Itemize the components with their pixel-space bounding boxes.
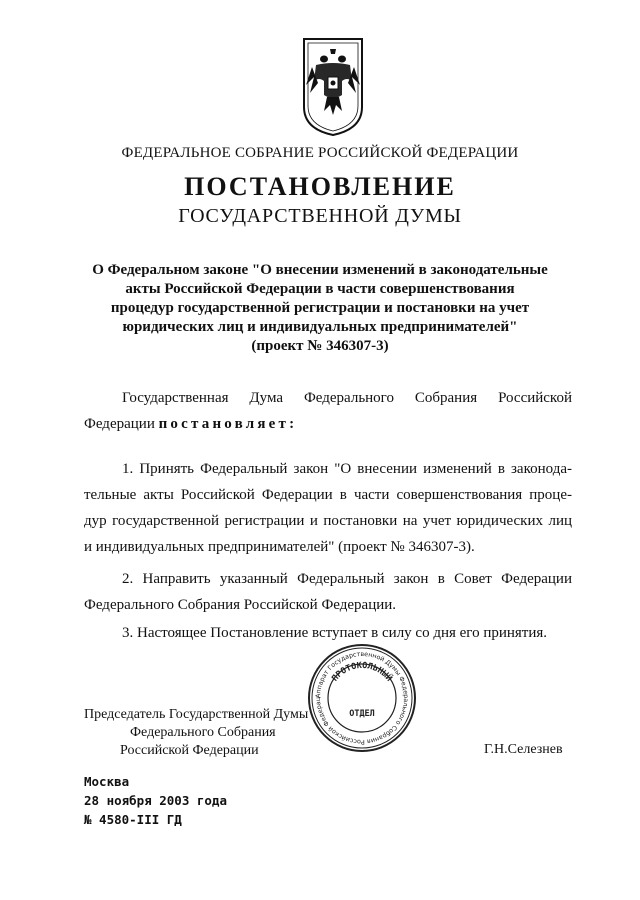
preamble-line: Государственная Дума Федерального Собрания Российской [122, 390, 572, 406]
svg-text:Аппарат Государственной Думы Ф [306, 642, 409, 745]
document-number: № 4580-III ГД [84, 812, 182, 827]
paragraph-line: и индивидуальных предпринимателей" (проект № 346307-3). [84, 539, 475, 555]
parliament-name: ФЕДЕРАЛЬНОЕ СОБРАНИЕ РОССИЙСКОЙ ФЕДЕРАЦИИ [121, 145, 519, 161]
paragraph-line: дур государственной регистрации и постановки на учет юридических лиц [84, 513, 572, 529]
russian-coat-of-arms-icon [302, 37, 364, 137]
paragraph-line: 1. Принять Федеральный закон "О внесении изменений в законода- [122, 461, 572, 477]
signatory-name: Г.Н.Селезнев [484, 742, 563, 757]
point-1-paragraph [84, 456, 572, 560]
signatory-title-line: Российской Федерации [120, 743, 259, 758]
place-date-number [84, 772, 227, 829]
stamp-center-bottom: ОТДЕЛ [349, 709, 375, 719]
paragraph-line: тельные акты Российской Федерации в части совершенствования проце- [84, 487, 572, 503]
decrees-word: постановляет: [158, 416, 298, 432]
subject-line: процедур государственной регистрации и постановки на учет [110, 300, 530, 316]
resolution-subject [0, 261, 640, 356]
preamble-paragraph [84, 385, 572, 437]
preamble-prefix: Федерации [84, 416, 159, 432]
stamp-ring-text: Аппарат Государственной Думы Федерального Собрания Российской Федерац [314, 650, 410, 746]
signatory-title [84, 706, 308, 760]
signatory-title-line: Председатель Государственной Думы [84, 707, 309, 722]
round-seal-stamp-icon [306, 642, 418, 754]
preamble-line [84, 411, 572, 437]
document-subtitle: ГОСУДАРСТВЕННОЙ ДУМЫ [178, 205, 462, 227]
point-2-paragraph [84, 566, 572, 618]
place: Москва [84, 774, 130, 789]
subject-line: юридических лиц и индивидуальных предпринимателей" [122, 319, 518, 335]
subject-line: акты Российской Федерации в части совершенствования [125, 281, 515, 297]
signatory-title-line: Федерального Собрания [130, 725, 276, 740]
paragraph-line: 3. Настоящее Постановление вступает в силу со дня его принятия. [122, 625, 548, 641]
date: 28 ноября 2003 года [84, 793, 227, 808]
document-type-title: ПОСТАНОВЛЕНИЕ [184, 172, 456, 201]
stamp-center-top: ПРОТОКОЛЬНЫЙ [330, 660, 394, 684]
paragraph-line: 2. Направить указанный Федеральный закон в Совет Федерации [122, 571, 572, 587]
subject-line: (проект № 346307-3) [251, 338, 389, 354]
subject-line: О Федеральном законе "О внесении изменений в законодательные [92, 262, 548, 278]
paragraph-line: Федерального Собрания Российской Федерации. [84, 597, 397, 613]
